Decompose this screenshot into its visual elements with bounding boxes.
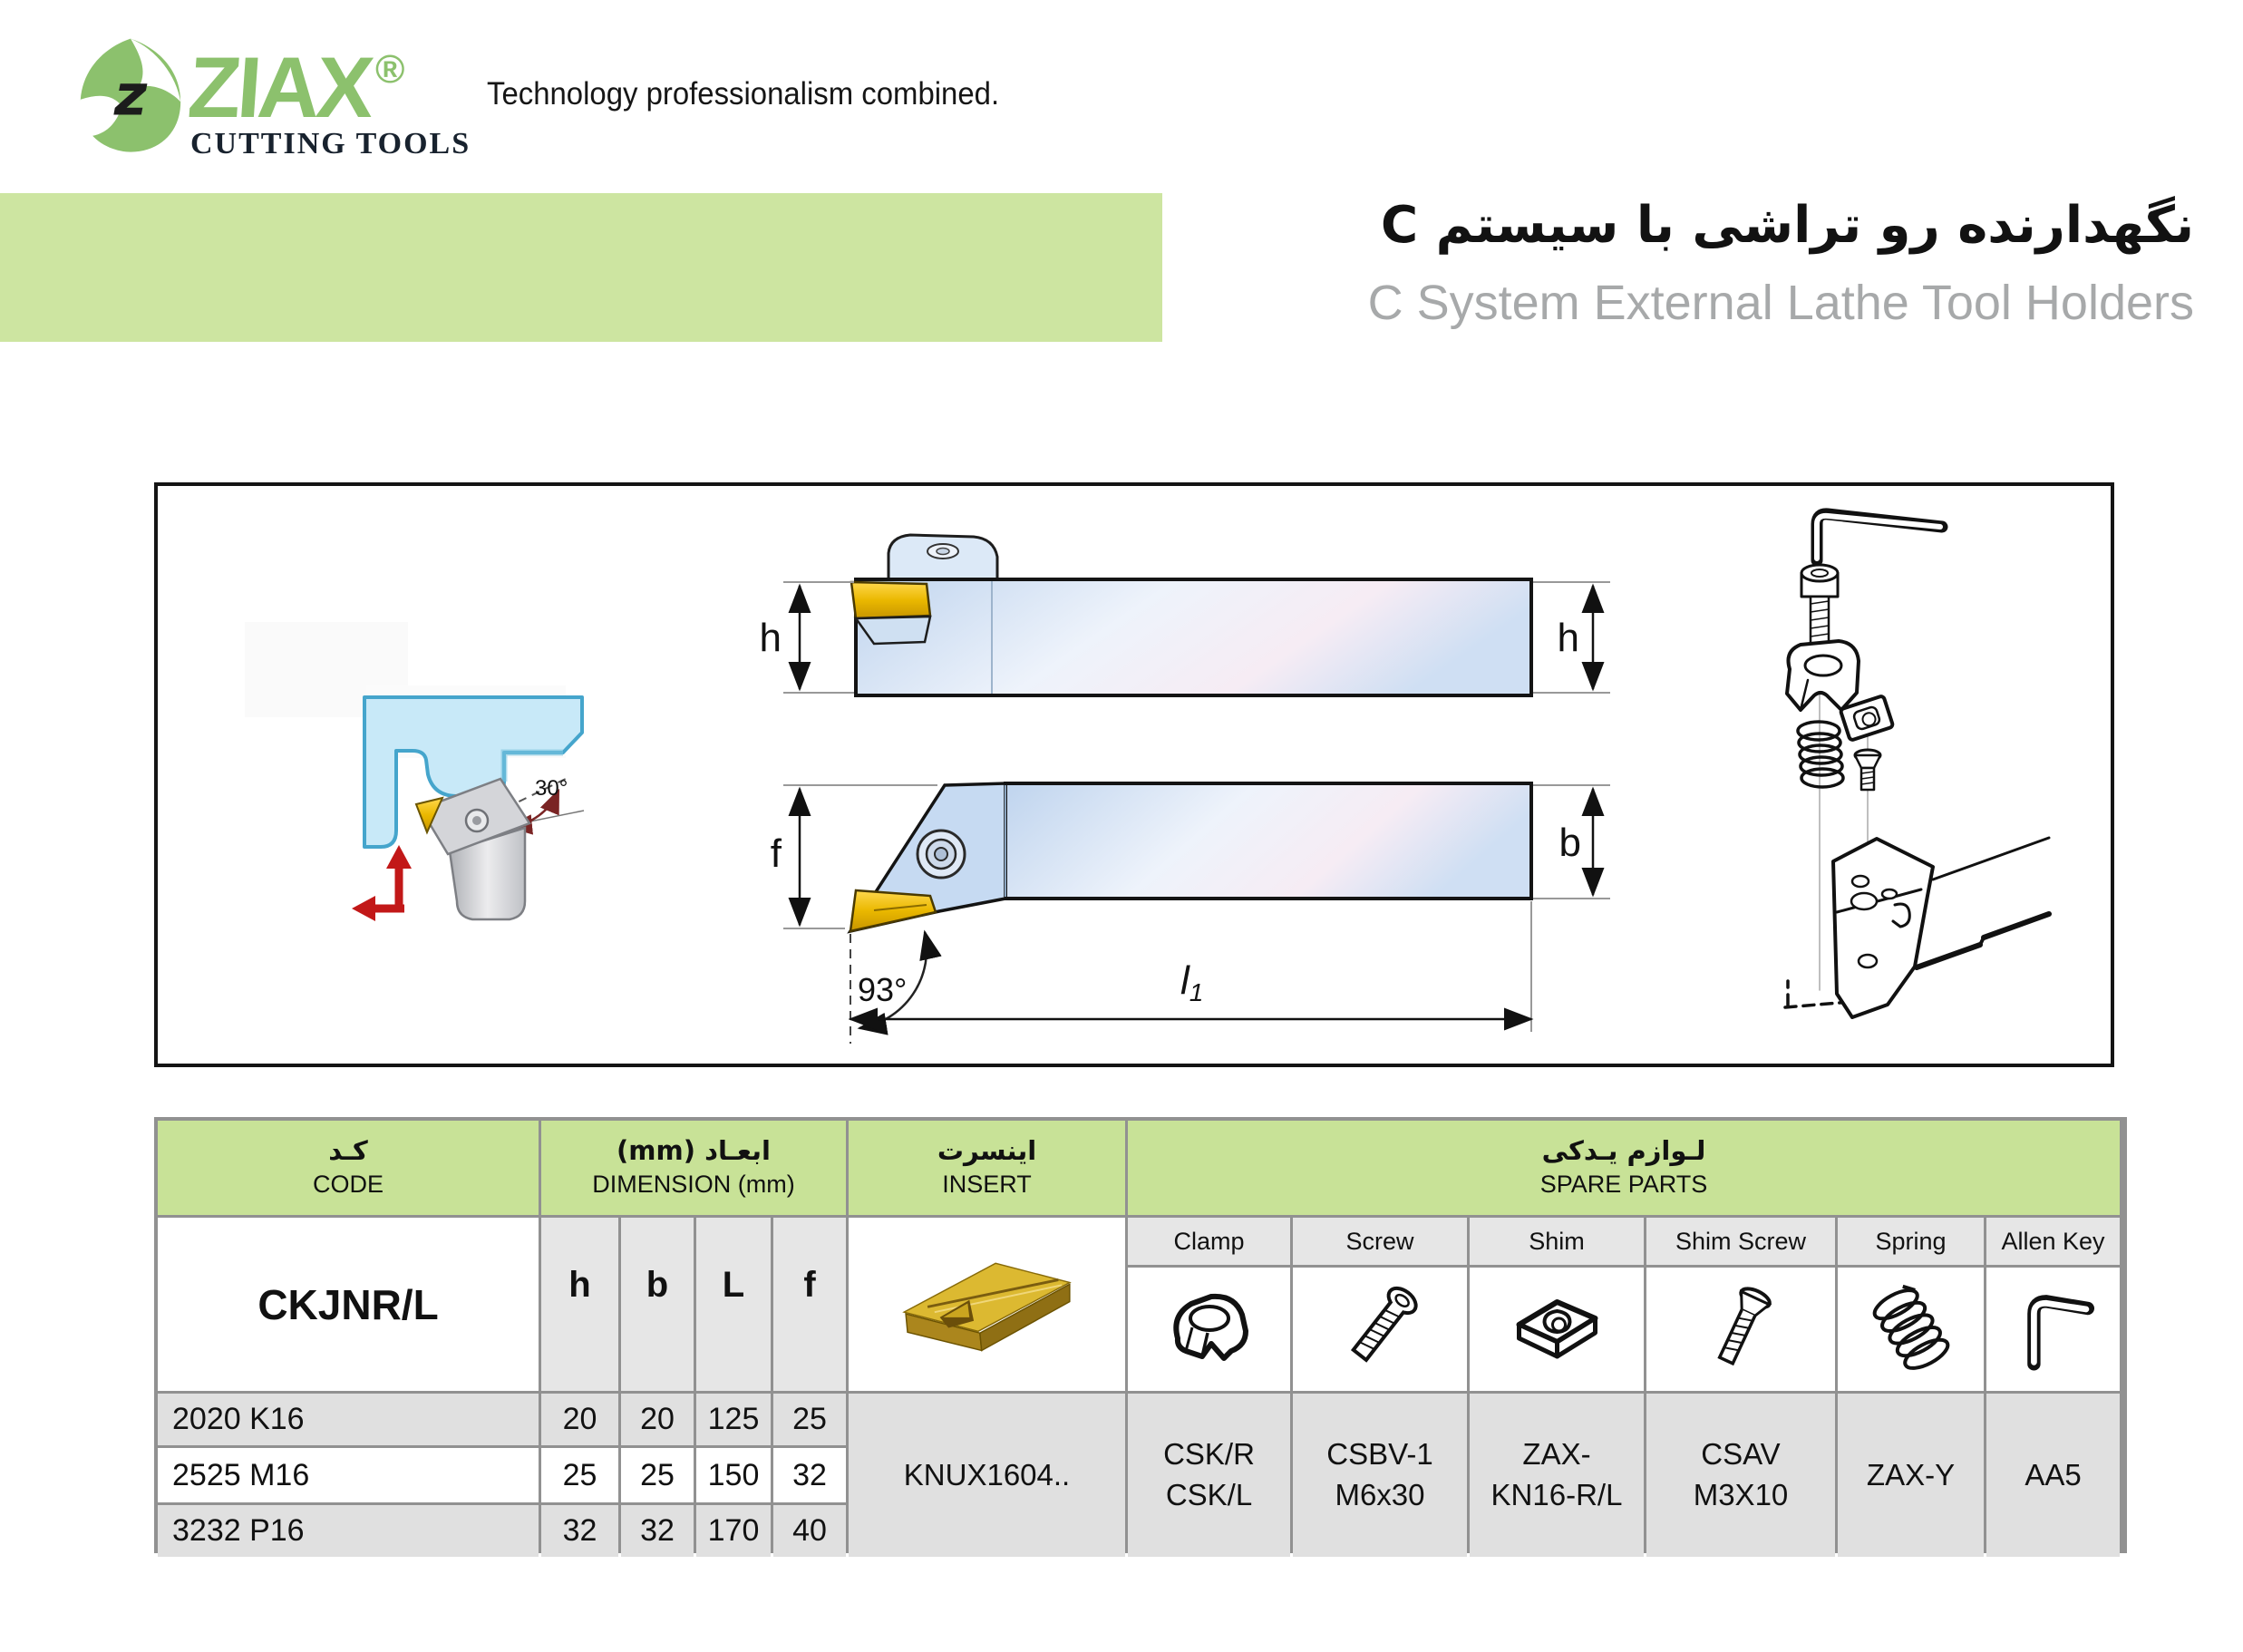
shim-icon	[1500, 1275, 1614, 1384]
spare-header-english: SPARE PARTS	[1539, 1171, 1708, 1199]
page-title-english: C System External Lathe Tool Holders	[1367, 276, 2194, 330]
insert-header-farsi: اینسرت	[937, 1135, 1037, 1167]
ziax-leaf-icon	[76, 36, 185, 154]
dimension-l1	[850, 901, 1531, 1032]
value-L: 170	[696, 1505, 771, 1557]
allen-key-icon	[2001, 1275, 2105, 1384]
spec-table	[154, 1117, 2127, 1553]
value-line: M6x30	[1335, 1478, 1425, 1511]
insert-top	[850, 890, 936, 931]
technical-drawing-panel	[154, 482, 2114, 1067]
spring-icon-cell	[1838, 1268, 1984, 1391]
screw-icon-cell	[1293, 1268, 1467, 1391]
value-L: 150	[696, 1448, 771, 1502]
registered-trademark-icon: ®	[375, 47, 405, 92]
dim-header-f: f	[773, 1218, 846, 1391]
clamp-screw-part	[1801, 565, 1838, 649]
page-title-farsi: نگهدارنده رو تراشی با سیستم C	[1381, 196, 2194, 255]
value-line: ZAX-Y	[1866, 1457, 1956, 1492]
shim-screw-value	[1646, 1394, 1835, 1557]
spare-header-shim-screw: Shim Screw	[1646, 1218, 1835, 1265]
spare-header-clamp: Clamp	[1128, 1218, 1290, 1265]
value-line: CSK/L	[1165, 1478, 1253, 1511]
shim-screw-icon-cell	[1646, 1268, 1835, 1391]
value-line: AA5	[2025, 1457, 2082, 1492]
value-b: 20	[621, 1394, 694, 1445]
green-banner	[0, 193, 1162, 342]
value-b: 25	[621, 1448, 694, 1502]
value-line: M3X10	[1693, 1478, 1789, 1511]
screw-icon	[1325, 1275, 1434, 1384]
clamp-part	[1787, 641, 1859, 710]
holder-bar-top	[1005, 783, 1531, 899]
brand-subtitle: CUTTING TOOLS	[190, 127, 471, 160]
top-view-drawing	[771, 783, 1610, 1044]
exploded-view-drawing	[1785, 514, 2049, 1017]
spring-value	[1838, 1394, 1984, 1557]
side-angle-label: 30°	[535, 776, 568, 801]
clamp-icon-cell	[1128, 1268, 1290, 1391]
insert-image	[889, 1248, 1084, 1361]
insert-side	[851, 582, 930, 618]
allen-key-part	[1817, 514, 1942, 560]
code-header-english: CODE	[312, 1171, 384, 1199]
dimension-angle-93	[850, 932, 927, 1044]
clamp-icon	[1155, 1275, 1264, 1384]
value-h: 25	[541, 1448, 618, 1502]
angle-93-label: 93°	[858, 971, 908, 1008]
value-b: 32	[621, 1505, 694, 1557]
dim-header-h: h	[541, 1218, 618, 1391]
brand-logo	[76, 20, 471, 165]
value-line: KN16-R/L	[1490, 1478, 1623, 1511]
col-header-code	[158, 1121, 539, 1215]
f-label: f	[770, 831, 782, 876]
spare-header-spring: Spring	[1838, 1218, 1984, 1265]
value-h: 20	[541, 1394, 618, 1445]
side-view-drawing	[760, 535, 1610, 695]
value-line: CSK/R	[1163, 1437, 1255, 1472]
table-row-code: 2525 M16	[158, 1448, 539, 1502]
holder-bar-side	[856, 579, 1531, 695]
value-f: 40	[773, 1505, 846, 1557]
allen-key-icon-cell	[1986, 1268, 2120, 1391]
brand-tagline: Technology professionalism combined.	[487, 76, 1000, 112]
value-line: CSAV	[1701, 1437, 1781, 1472]
dimension-h-left	[760, 582, 854, 693]
value-h: 32	[541, 1505, 618, 1557]
spring-part	[1798, 722, 1843, 787]
value-line: CSBV-1	[1326, 1437, 1433, 1472]
allen-key-value	[1986, 1394, 2120, 1557]
dim-header-L: L	[696, 1218, 771, 1391]
spare-header-shim: Shim	[1470, 1218, 1644, 1265]
technical-drawing	[158, 486, 2111, 1064]
h-left-label: h	[759, 616, 782, 660]
table-row-code: 2020 K16	[158, 1394, 539, 1445]
clamp-value	[1128, 1394, 1290, 1557]
table-row-code: 3232 P16	[158, 1505, 539, 1557]
tool-holder-illustration	[416, 779, 529, 919]
insert-value: KNUX1604..	[849, 1394, 1125, 1557]
model-code: CKJNR/L	[158, 1218, 539, 1391]
insert-image-cell	[849, 1218, 1125, 1391]
dim-header-b: b	[621, 1218, 694, 1391]
col-header-dimension	[541, 1121, 846, 1215]
shim-screw-icon	[1686, 1275, 1795, 1384]
dimension-b	[1533, 785, 1610, 899]
dimension-h-right	[1533, 582, 1610, 693]
feed-direction-arrows	[352, 845, 412, 921]
col-header-spare-parts	[1128, 1121, 2120, 1215]
value-line: ZAX-	[1522, 1437, 1591, 1472]
l1-label: l1	[1180, 958, 1204, 1006]
value-L: 125	[696, 1394, 771, 1445]
insert-header-english: INSERT	[942, 1171, 1032, 1199]
screw-value	[1293, 1394, 1467, 1557]
brand-wordmark: ZIAX	[185, 40, 374, 136]
col-header-insert	[849, 1121, 1125, 1215]
shim-value	[1470, 1394, 1644, 1557]
b-label: b	[1558, 821, 1581, 865]
spring-icon	[1857, 1275, 1966, 1384]
setup-illustration	[245, 622, 584, 921]
value-f: 32	[773, 1448, 846, 1502]
code-header-farsi: کـد	[328, 1135, 368, 1167]
dimension-header-farsi: ابعـاد (mm)	[617, 1135, 771, 1167]
holder-body-sketch	[1785, 838, 2049, 1017]
svg-text:z: z	[113, 62, 148, 129]
spare-header-farsi: لـوازم یـدکی	[1541, 1135, 1706, 1167]
shim-screw-part	[1855, 750, 1880, 790]
value-f: 25	[773, 1394, 846, 1445]
h-right-label: h	[1557, 616, 1579, 660]
spare-header-screw: Screw	[1293, 1218, 1467, 1265]
dimension-header-english: DIMENSION (mm)	[592, 1171, 795, 1199]
spare-header-allen-key: Allen Key	[1986, 1218, 2120, 1265]
shim-icon-cell	[1470, 1268, 1644, 1391]
